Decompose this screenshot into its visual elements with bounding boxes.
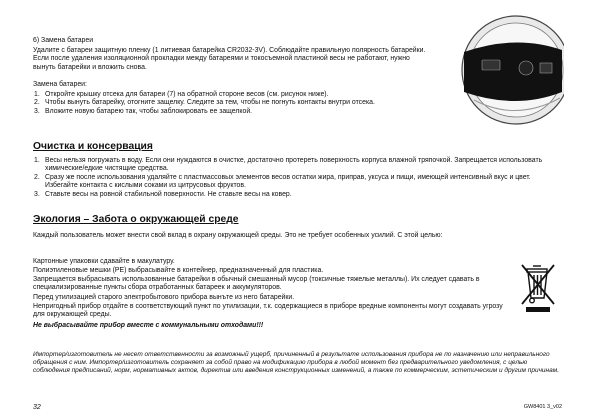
ecology-intro: Каждый пользователь может внести свой вклад в охрану окружающей среды. Это не требует особенных усилий. С этой целью: (33, 232, 443, 239)
ecology-line-batteries: Запрещается выбрасывать использованные батарейки в обычный смешанный мусор (токсичные тяжелые металлы). Их следует сдавать в специализированные пункты сбора отработанных батареек и аккумуляторов. (33, 276, 480, 292)
ecology-warning: Не выбрасывайте прибор вместе с коммунальными отходами!!! (33, 322, 264, 329)
list-item: 3. Ставьте весы на ровной стабильной поверхности. Не ставьте весы на ковер. (34, 190, 292, 198)
list-item: 3. Вложите новую батарею так, чтобы заблокировать ее защелкой. (34, 107, 253, 115)
document-code: GW8401 3_v02 (523, 404, 562, 410)
ecology-heading: Экология – Забота о окружающей среде (33, 214, 239, 225)
disclaimer: Импортер/изготовитель не несет ответственности за возможный ущерб, причиненный в результате использования прибора не по назначению или неправильного обращения с ним. Импортер/изготовитель сохраняет за собой право на модификацию прибора в любой момент без предварительного уведомления, с целью соблюдения предписаний, норм, нормативных актов, директив или введения конструкционных изменений, а также по коммерческим, эстетическим и другим причинам. (33, 351, 560, 375)
list-item: 1. Откройте крышку отсека для батареи (7) на обратной стороне весов (см. рисунок ниже). (34, 91, 329, 98)
battery-heading: 6) Замена батареи (33, 37, 94, 44)
battery-steps (33, 91, 423, 116)
list-item: 2. Сразу же после использования удаляйте с пластмассовых элементов весов остатки жира, приправ, уксуса и пищи, имеющей интенсивный вкус и цвет. Избегайте контакта с кислыми соками из цитрусовых фруктов. (34, 173, 531, 190)
crossed-bin-icon (518, 262, 558, 314)
ecology-line-disposal: Непригодный прибор отдайте в соответствующий пункт по утилизации, т.к. содержащиеся в приборе вредные компоненты могут создавать угрозу для окружающей среды. (33, 303, 503, 319)
battery-paragraph: Удалите с батареи защитную пленку (1 литиевая батарейка CR2032-3V). Соблюдайте правильную полярность батарейки. Если после удаления изоляционной прокладки между батареями и токосъемной пластиной весы не работают, нужно вынуть батарейки и вложить снова. (33, 47, 426, 71)
ecology-line-remove-batteries: Перед утилизацией старого электробытового прибора вынъте из него батарейки. (33, 294, 295, 301)
scale-back-illustration (444, 0, 564, 140)
ecology-line-bags: Полиэтиленовые мешки (PE) выбрасывайте в контейнер, предназначенный для пластика. (33, 267, 324, 274)
list-item: 2. Чтобы вынуть батарейку, отогните защелку. Следите за тем, чтобы не погнуть контакты внутри отсека. (34, 99, 375, 107)
cleaning-heading: Очистка и консервация (33, 141, 153, 152)
list-item: 1. Весы нельзя погружать в воду. Если они нуждаются в очистке, достаточно протереть поверхность корпуса влажной тряпочкой. Запрещается использовать химические/едкие чистящие средства. (34, 157, 543, 173)
cleaning-list (33, 157, 563, 199)
battery-subheading: Замена батареи: (33, 81, 87, 88)
page-number: 32 (33, 404, 41, 411)
ecology-line-cardboard: Картонные упаковки сдавайте в макулатуру. (33, 258, 175, 265)
